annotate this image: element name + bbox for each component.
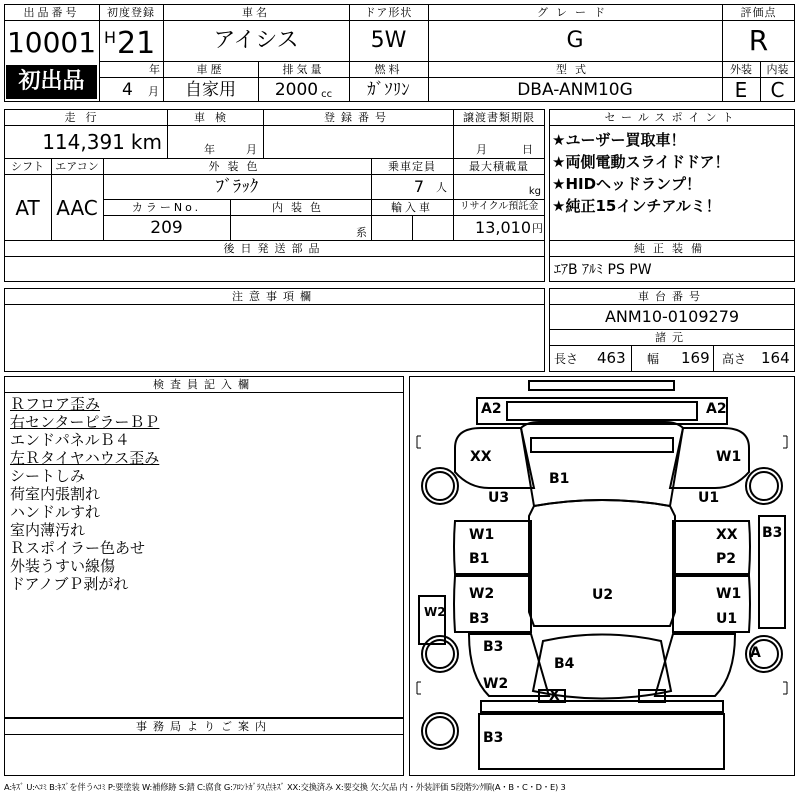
length-label: 長さ — [554, 352, 579, 366]
mark-w2-left-rear: W2 — [469, 586, 495, 602]
chassis-number: ANM10-0109279 — [604, 307, 740, 326]
mark-b3-right: B3 — [762, 525, 783, 541]
inspector-title: 検査員記入欄 — [153, 377, 255, 391]
mark-u2: U2 — [592, 587, 614, 603]
capacity-label: 乗車定員 — [388, 159, 436, 173]
transfer-day-unit: 日 — [522, 142, 533, 156]
mark-w1-left-door: W1 — [469, 527, 495, 543]
first-listing-badge: 初出品 — [6, 65, 97, 99]
door-label: ドア形状 — [364, 5, 413, 19]
legend: A:ｷｽﾞ U:ﾍｺﾐ B:ｷｽﾞを伴うﾍｺﾐ P:要塗装 W:補修跡 S:錆 C:腐食 G:ﾌﾛﾝﾄｶﾞﾗｽ点ｷｽﾞ XX:交換済み X:要交換 欠:欠品 内・外装評価 5段階ﾗﾝｸ順(A・B・C・D・E) 3 — [4, 781, 566, 792]
later-parts-label: 後日発送部品 — [223, 241, 326, 255]
first-reg-month: 4 — [122, 79, 133, 100]
load-label: 最大積載量 — [469, 159, 529, 173]
interior-color-label: 内装色 — [272, 200, 329, 214]
sales-point-4: ★純正15インチアルミ！ — [552, 196, 721, 215]
exterior-label: 外装 — [730, 62, 752, 76]
interior-grade: C — [770, 78, 785, 102]
color-no-label: カラーNo. — [131, 200, 202, 214]
inspector-note-5: シートしみ — [10, 467, 86, 485]
notes-title: 注意事項欄 — [232, 289, 317, 303]
recycle-unit: 円 — [532, 221, 543, 235]
inspector-note-4: 左Ｒタイヤハウス歪み — [10, 449, 160, 467]
mileage-value: 114,391 — [42, 130, 125, 154]
history: 自家用 — [185, 79, 236, 100]
mileage — [4, 127, 162, 157]
mark-p2-right-door: P2 — [716, 551, 737, 567]
mark-x-bottom: X — [549, 688, 560, 704]
grade-label: グレード — [537, 5, 613, 19]
mileage-label: 走行 — [64, 110, 107, 124]
displacement-label: 排気量 — [282, 62, 325, 76]
inspector-note-11: ドアノブＰ剥がれ — [10, 575, 129, 593]
era: H — [104, 28, 117, 47]
ac: AAC — [56, 195, 98, 220]
recycle-fee — [453, 216, 543, 240]
score-label: 評価点 — [740, 5, 777, 19]
car-name: アイシス — [213, 28, 299, 53]
mark-b1-left-door: B1 — [469, 551, 490, 567]
mark-w2-bottom: W2 — [483, 676, 509, 692]
inspection-year-unit: 年 — [204, 142, 215, 156]
capacity-value: 7 — [413, 177, 424, 196]
lot-label: 出品番号 — [23, 5, 80, 19]
mark-b3-bottom: B3 — [483, 730, 504, 746]
mark-b1-center: B1 — [549, 471, 570, 487]
ac-label: エアコン — [55, 159, 99, 173]
mark-a-right: A — [750, 645, 761, 661]
height: 164 — [761, 348, 790, 367]
disp-unit: cc — [321, 89, 333, 100]
mark-w1-right-rear: W1 — [716, 586, 742, 602]
year-unit: 年 — [149, 62, 160, 76]
equipment-title: 純正装備 — [634, 241, 710, 255]
fuel: ｶﾞｿﾘﾝ — [367, 79, 410, 100]
width-label: 幅 — [647, 352, 660, 366]
color-label: 外装色 — [208, 159, 266, 173]
mark-b3-left-rear: B3 — [469, 611, 490, 627]
door-type: 5W — [370, 28, 407, 53]
dims-title: 諸元 — [655, 330, 689, 344]
plate-label: 登録番号 — [324, 110, 392, 124]
inspector-note-7: ハンドルすれ — [10, 503, 101, 521]
model-label: 型式 — [556, 62, 594, 76]
mark-u1-right: U1 — [698, 490, 720, 506]
mark-xx-right-door: XX — [716, 527, 738, 543]
color-no: 209 — [150, 217, 183, 238]
inspector-note-9: Ｒスポイラー色あせ — [10, 539, 146, 557]
mark-xx-left: XX — [470, 449, 492, 465]
sales-point-2: ★両側電動スライドドア！ — [552, 152, 730, 171]
inspector-note-10: 外装うすい線傷 — [10, 557, 116, 575]
car-name-label: 車名 — [242, 5, 270, 19]
mark-u3: U3 — [488, 490, 510, 506]
shift: AT — [15, 195, 40, 220]
transfer-month-unit: 月 — [476, 142, 487, 156]
displacement — [258, 78, 349, 102]
disp-value: 2000 — [274, 79, 319, 100]
capacity — [371, 175, 447, 199]
exterior-color: ﾌﾞﾗｯｸ — [215, 176, 259, 197]
inspector-note-3: エンドパネルＢ４ — [10, 431, 130, 449]
month-unit: 月 — [148, 84, 159, 98]
inspection-label: 車検 — [194, 110, 236, 124]
equipment-list: ｴｱB ｱﾙﾐ PS PW — [554, 262, 652, 278]
recycle-label: リサイクル預託金 — [459, 201, 539, 212]
mark-b3-left-lower: B3 — [483, 639, 504, 655]
mileage-unit: km — [130, 130, 162, 154]
inspector-note-2: 右センターピラーＢＰ — [10, 413, 160, 431]
shift-label: シフト — [11, 159, 44, 173]
inspector-note-1: Ｒフロア歪み — [10, 395, 101, 413]
history-label: 車歴 — [196, 62, 225, 76]
mark-u1-right-rear: U1 — [716, 611, 738, 627]
length: 463 — [597, 348, 626, 367]
mark-a2-right: A2 — [706, 401, 727, 417]
interior-color-unit: 系 — [356, 225, 367, 239]
inspection-month-unit: 月 — [246, 142, 257, 156]
sales-points-title: セールスポイント — [604, 110, 740, 124]
mark-w2-side: W2 — [424, 605, 446, 619]
inspector-note-6: 荷室内張割れ — [10, 485, 101, 503]
mark-w1-right-top: W1 — [716, 449, 742, 465]
mark-a2-left: A2 — [481, 401, 502, 417]
mark-b4: B4 — [554, 656, 575, 672]
load-unit: kg — [528, 186, 541, 197]
first-reg-year: 21 — [117, 26, 156, 61]
sales-point-1: ★ユーザー買取車！ — [552, 130, 686, 149]
height-label: 高さ — [722, 352, 747, 366]
grade: G — [566, 28, 584, 53]
exterior-grade: E — [734, 78, 748, 102]
recycle-value: 13,010 — [475, 218, 531, 237]
score: R — [748, 24, 769, 57]
car-outline-diagram — [409, 376, 795, 776]
transfer-label: 譲渡書類期限 — [463, 110, 535, 124]
office-title: 事務局よりご案内 — [136, 719, 272, 733]
chassis-title: 車台番号 — [638, 289, 706, 303]
sales-point-3: ★HIDヘッドランプ！ — [552, 174, 702, 193]
model-code: DBA-ANM10G — [517, 79, 633, 100]
capacity-unit: 人 — [436, 180, 447, 194]
width: 169 — [681, 348, 710, 367]
first-reg-label: 初度登録 — [107, 5, 155, 19]
inspector-note-8: 室内薄汚れ — [10, 521, 86, 539]
lot-number: 10001 — [6, 26, 97, 59]
interior-label: 内装 — [766, 62, 789, 76]
import-label: 輸入車 — [391, 200, 433, 214]
fuel-label: 燃料 — [374, 62, 403, 76]
